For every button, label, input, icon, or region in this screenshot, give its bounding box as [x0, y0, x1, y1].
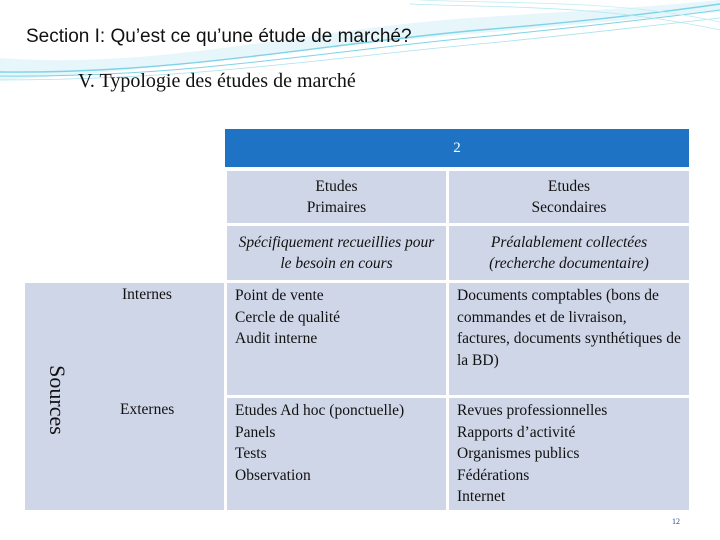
- column-description-primary: Spécifiquement recueillies pour le besoin en cours: [227, 226, 446, 280]
- column-header-primary: Etudes Primaires: [227, 171, 446, 223]
- column-header-secondary: Etudes Secondaires: [449, 171, 689, 223]
- row-label-externes: Externes: [120, 401, 175, 418]
- column-description-secondary: Préalablement collectées (recherche documentaire): [449, 226, 689, 280]
- cell-externes-primary: Etudes Ad hoc (ponctuelle) Panels Tests Observation: [227, 398, 446, 510]
- page-number: 12: [672, 517, 680, 526]
- sources-label: [37, 345, 77, 455]
- cell-internes-primary: Point de vente Cercle de qualité Audit interne: [227, 283, 446, 395]
- row-label-internes: Internes: [122, 286, 172, 303]
- table-header-number: 2: [225, 129, 689, 167]
- cell-externes-secondary: Revues professionnelles Rapports d’activité Organismes publics Fédérations Internet: [449, 398, 689, 510]
- sources-label-text: Sources: [45, 365, 70, 435]
- slide-subtitle: V. Typologie des études de marché: [78, 70, 356, 92]
- row-label-band: [87, 283, 224, 510]
- cell-internes-secondary: Documents comptables (bons de commandes et de livraison, factures, documents synthétiques de la BD): [449, 283, 689, 395]
- slide-title: Section I: Qu’est ce qu’une étude de marché?: [26, 26, 412, 47]
